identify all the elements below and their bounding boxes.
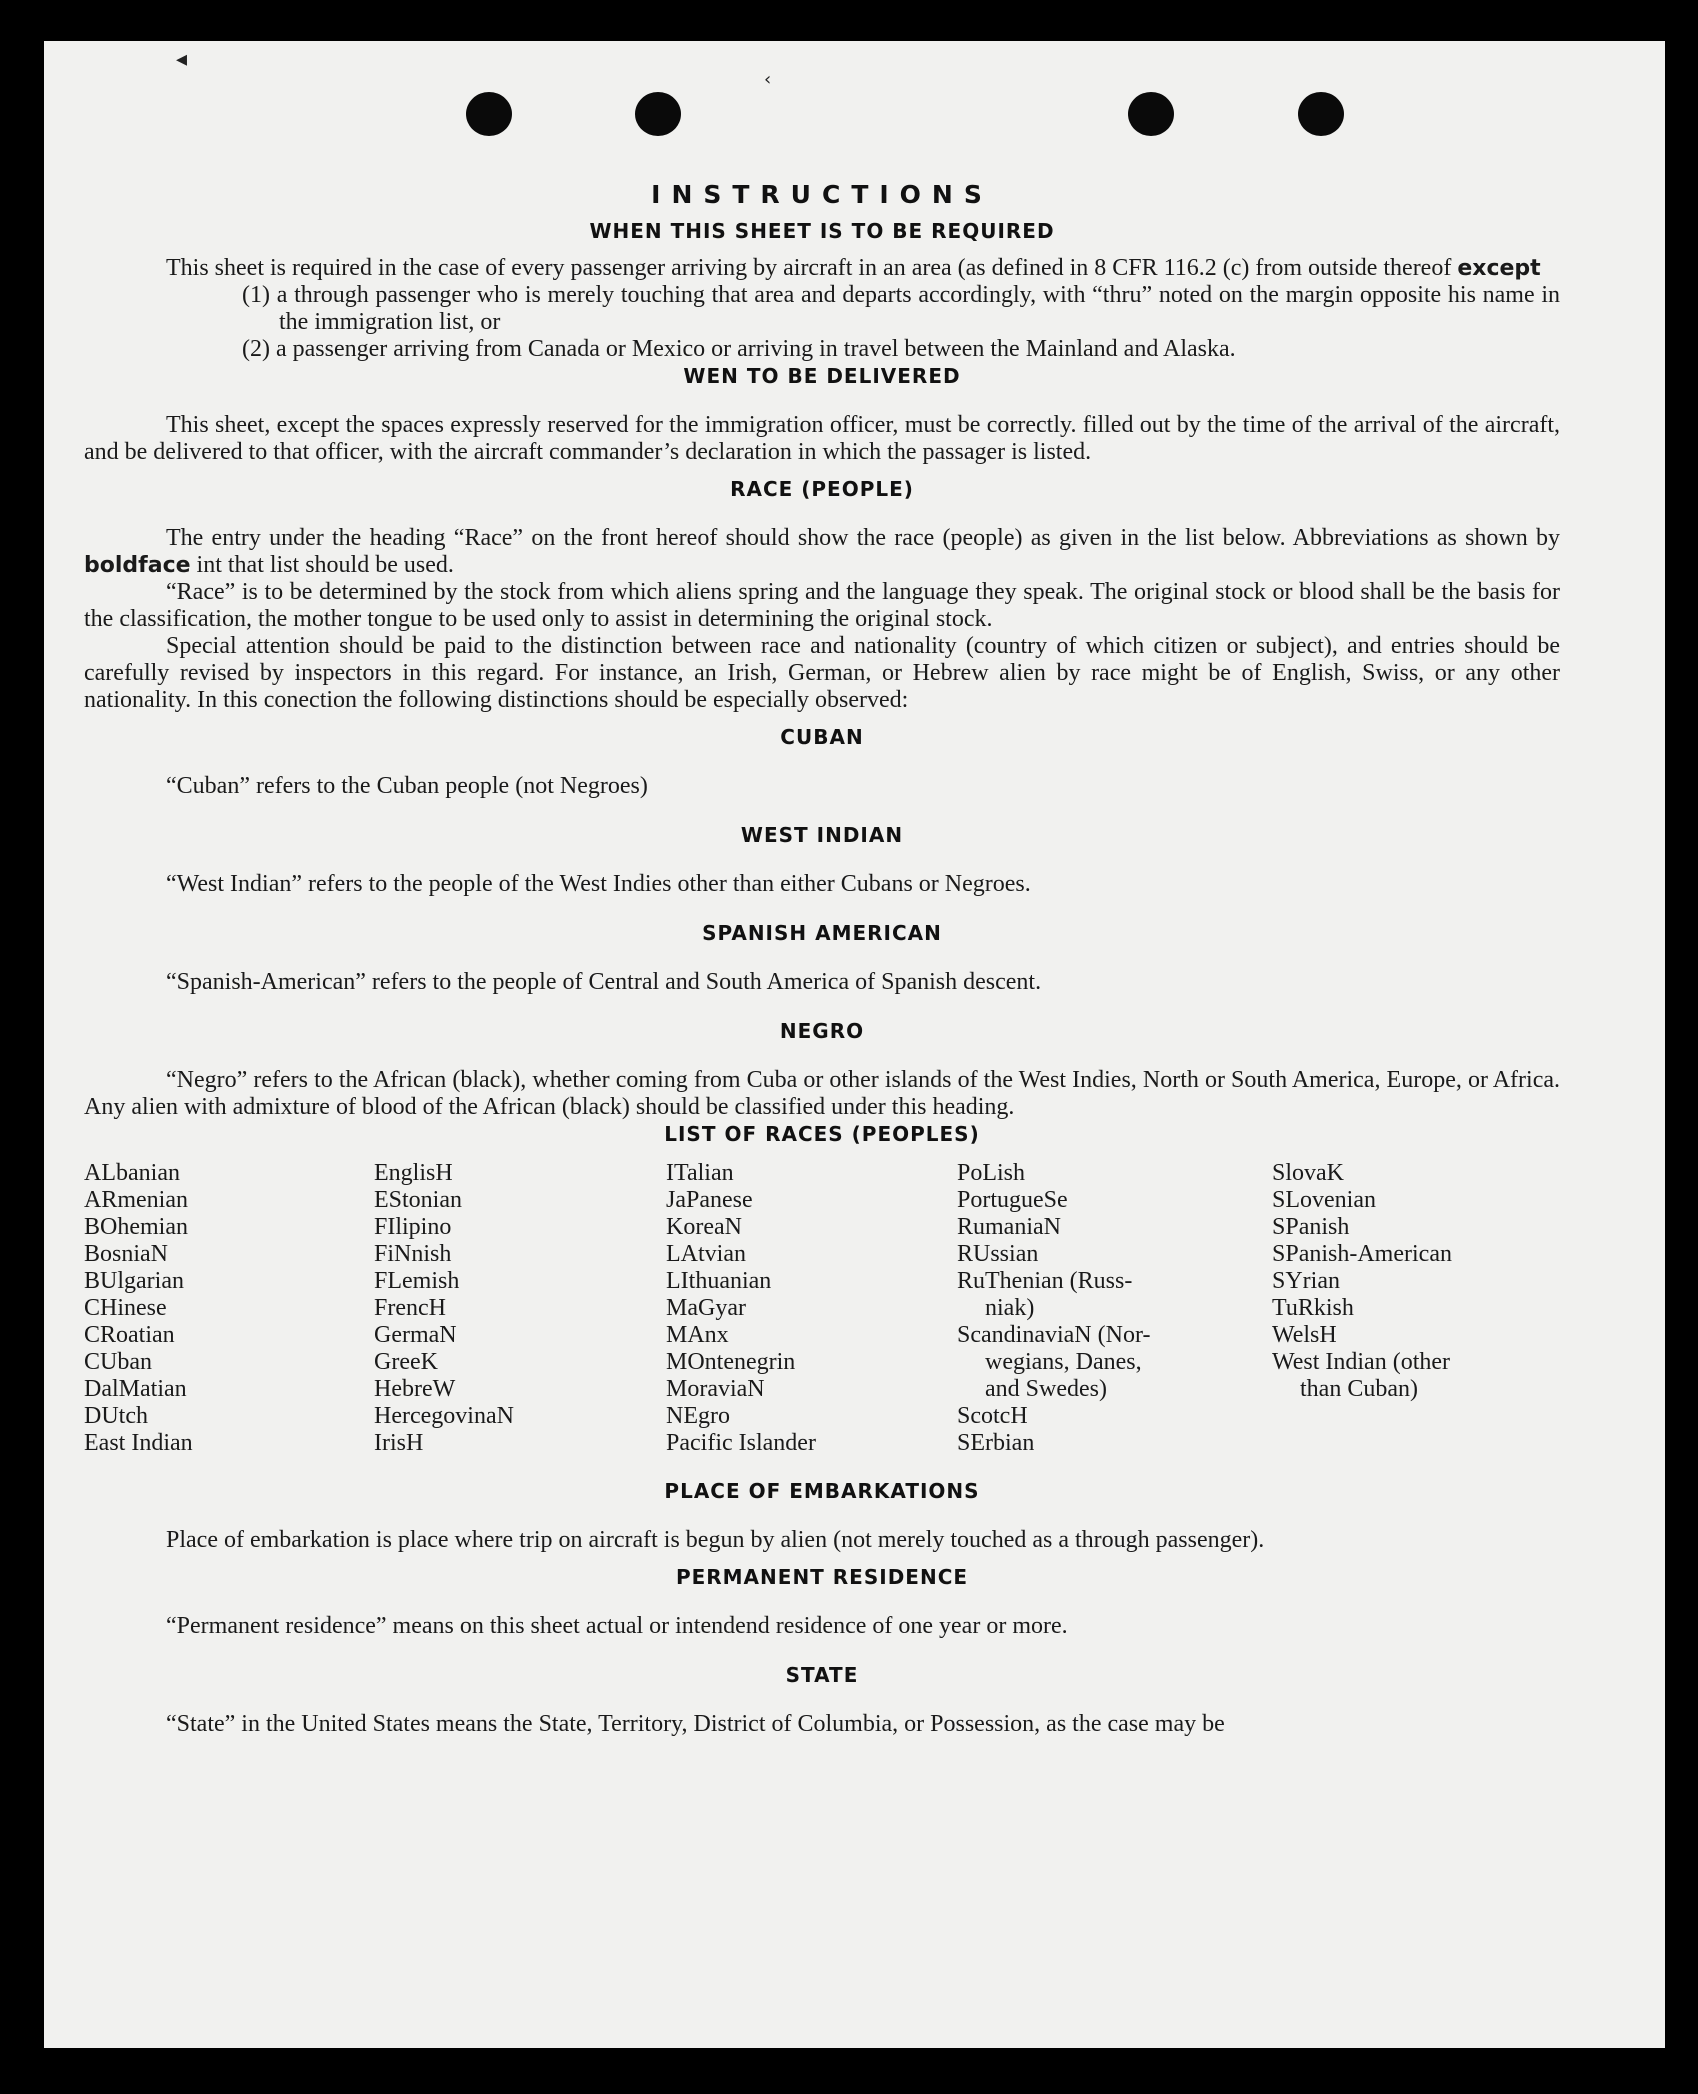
race-entry: WelsH xyxy=(1272,1322,1337,1348)
race-entry: NEgro xyxy=(666,1403,730,1429)
race-entry: RUssian xyxy=(957,1241,1039,1267)
race-entry: MaGyar xyxy=(666,1295,746,1321)
race-entry: CUban xyxy=(84,1349,152,1375)
race-entry: ScandinaviaN (Nor- xyxy=(957,1322,1151,1348)
races-column xyxy=(1272,1160,1452,1403)
paragraph: This sheet is required in the case of every passenger arriving by aircraft in an area (as defined in 8 CFR 116.2 (c) from outside thereof except xyxy=(166,255,1541,281)
race-entry: DUtch xyxy=(84,1403,148,1429)
race-entry: EnglisH xyxy=(374,1160,453,1186)
race-entry: RuThenian (Russ- xyxy=(957,1268,1133,1294)
race-entry: FiNnish xyxy=(374,1241,452,1267)
paragraph: This sheet, except the spaces expressly reserved for the immigration officer, must be correctly. filled out by the time of the arrival of the aircraft, and be delivered to that officer, with the aircraft commander’s declaration in which the passager is listed. xyxy=(84,412,1560,465)
section-heading: CUBAN xyxy=(780,725,864,749)
document-sheet xyxy=(44,41,1665,2048)
race-entry: DalMatian xyxy=(84,1376,187,1402)
paragraph: “West Indian” refers to the people of the West Indies other than either Cubans or Negroes. xyxy=(166,871,1031,897)
punch-hole xyxy=(635,92,681,136)
list-item: (1) a through passenger who is merely touching that area and departs accordingly, with “thru” noted on the margin opposite his name in the immigration list, or xyxy=(242,282,1560,335)
paragraph: “Permanent residence” means on this sheet actual or intendend residence of one year or more. xyxy=(166,1613,1068,1639)
paragraph: “Race” is to be determined by the stock from which aliens spring and the language they speak. The original stock or blood shall be the basis for the classification, the mother tongue to be used only to assist in determining the original stock. xyxy=(84,579,1560,632)
race-entry: SErbian xyxy=(957,1430,1035,1456)
section-heading: WHEN THIS SHEET IS TO BE REQUIRED xyxy=(589,219,1055,243)
section-heading: WEN TO BE DELIVERED xyxy=(683,364,961,388)
section-heading: LIST OF RACES (PEOPLES) xyxy=(664,1122,980,1146)
races-column xyxy=(957,1160,1150,1457)
race-entry: MoraviaN xyxy=(666,1376,765,1402)
section-heading: PERMANENT RESIDENCE xyxy=(675,1565,969,1589)
race-entry: EStonian xyxy=(374,1187,462,1213)
race-entry: KoreaN xyxy=(666,1214,742,1240)
race-entry: MAnx xyxy=(666,1322,729,1348)
race-entry: FLemish xyxy=(374,1268,460,1294)
race-entry: HercegovinaN xyxy=(374,1403,514,1429)
scan-speck: ‹ xyxy=(764,69,772,90)
race-entry: ALbanian xyxy=(84,1160,180,1186)
section-heading: RACE (PEOPLE) xyxy=(730,477,914,501)
paragraph: The entry under the heading “Race” on the front hereof should show the race (people) as given in the list below. Abbreviations as shown by boldface int that list should be used. xyxy=(84,525,1560,578)
race-entry: LIthuanian xyxy=(666,1268,772,1294)
punch-hole xyxy=(466,92,512,136)
race-entry: CRoatian xyxy=(84,1322,175,1348)
race-entry: BosniaN xyxy=(84,1241,168,1267)
race-entry: JaPanese xyxy=(666,1187,753,1213)
list-item: (2) a passenger arriving from Canada or Mexico or arriving in travel between the Mainland and Alaska. xyxy=(242,336,1236,362)
paragraph: Place of embarkation is place where trip on aircraft is begun by alien (not merely touched as a through passenger). xyxy=(166,1527,1265,1553)
race-entry: SPanish xyxy=(1272,1214,1350,1240)
race-entry: RumaniaN xyxy=(957,1214,1061,1240)
section-heading: WEST INDIAN xyxy=(740,823,904,847)
race-entry: TuRkish xyxy=(1272,1295,1354,1321)
race-entry: MOntenegrin xyxy=(666,1349,796,1375)
race-entry: than Cuban) xyxy=(1300,1376,1418,1402)
paragraph: “Negro” refers to the African (black), whether coming from Cuba or other islands of the West Indies, North or South America, Europe, or Africa. Any alien with admixture of blood of the African (black) should be classified under this heading. xyxy=(84,1067,1560,1120)
race-entry: PoLish xyxy=(957,1160,1026,1186)
page-title: INSTRUCTIONS xyxy=(651,180,993,209)
race-entry: FIlipino xyxy=(374,1214,452,1240)
section-heading: STATE xyxy=(785,1663,859,1687)
race-entry: Pacific Islander xyxy=(666,1430,816,1456)
paragraph: “Cuban” refers to the Cuban people (not Negroes) xyxy=(166,773,648,799)
paragraph: “State” in the United States means the State, Territory, District of Columbia, or Possession, as the case may be xyxy=(166,1711,1225,1737)
race-entry: PortugueSe xyxy=(957,1187,1068,1213)
race-entry: and Swedes) xyxy=(985,1376,1107,1402)
race-entry: East Indian xyxy=(84,1430,193,1456)
race-entry: BOhemian xyxy=(84,1214,188,1240)
punch-hole xyxy=(1128,92,1174,136)
paragraph: “Spanish-American” refers to the people of Central and South America of Spanish descent. xyxy=(166,969,1042,995)
race-entry: CHinese xyxy=(84,1295,167,1321)
race-entry: FrencH xyxy=(374,1295,446,1321)
instructions-body xyxy=(84,181,1560,1738)
race-entry: ARmenian xyxy=(84,1187,188,1213)
races-list xyxy=(84,1160,1560,1478)
race-entry: SlovaK xyxy=(1272,1160,1344,1186)
section-heading: PLACE OF EMBARKATIONS xyxy=(664,1479,980,1503)
race-entry: niak) xyxy=(985,1295,1035,1321)
race-entry: HebreW xyxy=(374,1376,456,1402)
race-entry: SLovenian xyxy=(1272,1187,1376,1213)
races-column xyxy=(666,1160,816,1457)
race-entry: GreeK xyxy=(374,1349,438,1375)
race-entry: wegians, Danes, xyxy=(985,1349,1142,1375)
punch-hole xyxy=(1298,92,1344,136)
race-entry: ITalian xyxy=(666,1160,734,1186)
race-entry: IrisH xyxy=(374,1430,424,1456)
race-entry: SPanish-American xyxy=(1272,1241,1452,1267)
race-entry: BUlgarian xyxy=(84,1268,184,1294)
race-entry: LAtvian xyxy=(666,1241,746,1267)
paragraph: Special attention should be paid to the distinction between race and nationality (country of which citizen or subject), and entries should be carefully revised by inspectors in this regard. For instance, an Irish, German, or Hebrew alien by race might be of English, Swiss, or any other nationality. In this conection the following distinctions should be especially observed: xyxy=(84,633,1560,713)
race-entry: GermaN xyxy=(374,1322,457,1348)
section-heading: SPANISH AMERICAN xyxy=(702,921,942,945)
races-column xyxy=(84,1160,193,1457)
race-entry: SYrian xyxy=(1272,1268,1340,1294)
race-entry: ScotcH xyxy=(957,1403,1028,1429)
scan-speck: ◂ xyxy=(176,47,188,72)
race-entry: West Indian (other xyxy=(1272,1349,1451,1375)
section-heading: NEGRO xyxy=(779,1019,865,1043)
races-column xyxy=(374,1160,514,1457)
